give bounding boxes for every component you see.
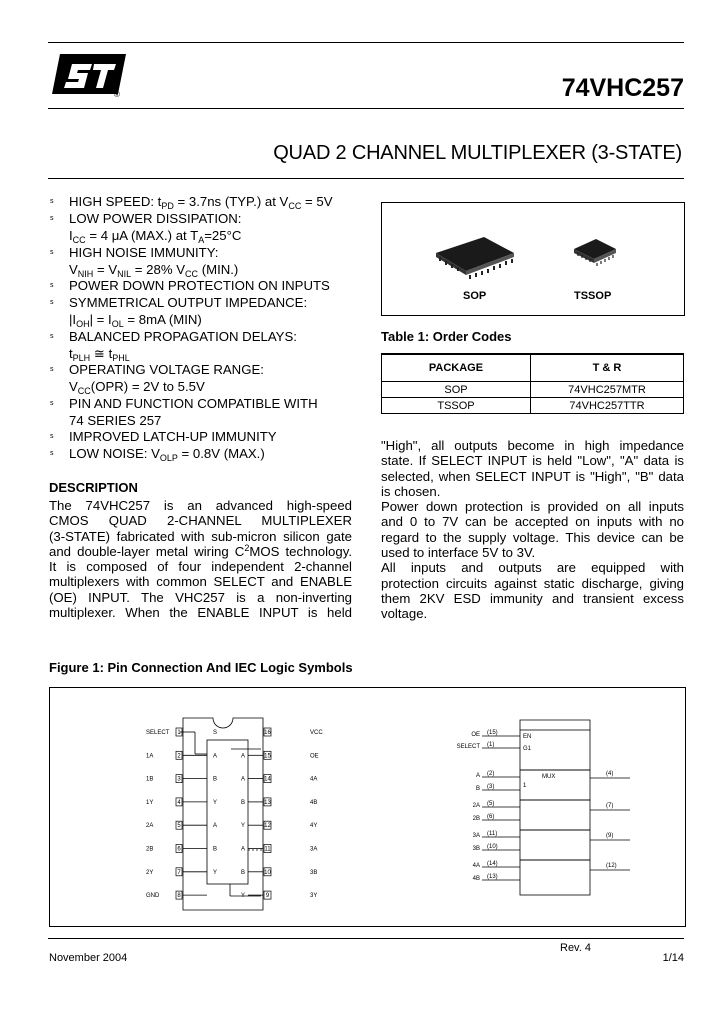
pin-number-right: 15 bbox=[264, 753, 271, 760]
pin-label-right: OE bbox=[310, 753, 319, 760]
iec-input-label: 3B bbox=[472, 846, 480, 852]
pin-label-right: VCC bbox=[310, 730, 323, 736]
description-heading: DESCRIPTION bbox=[49, 480, 138, 495]
table-header-cell: T & R bbox=[531, 354, 684, 382]
table-row bbox=[382, 382, 684, 398]
description-line: "High", all outputs become in high impedance bbox=[381, 438, 684, 453]
pin-label-left: 2Y bbox=[146, 869, 154, 876]
description-line: All inputs and outputs are equipped with bbox=[381, 560, 684, 576]
table-cell: 74VHC257MTR bbox=[531, 382, 684, 398]
figure-box bbox=[49, 687, 686, 927]
iec-input-number: (13) bbox=[487, 874, 498, 880]
iec-box-label: 1 bbox=[523, 783, 527, 789]
pin-label-left: 1B bbox=[146, 776, 154, 783]
description-line: them 2KV ESD immunity and transient excess bbox=[381, 590, 684, 606]
pin-label-left: SELECT bbox=[146, 730, 170, 736]
description-left bbox=[49, 498, 352, 620]
figure-title: Figure 1: Pin Connection And IEC Logic Symbols bbox=[49, 660, 353, 675]
tssop-package-icon bbox=[570, 235, 620, 269]
gate-label-right: B bbox=[240, 869, 245, 876]
iec-input-number: (14) bbox=[487, 861, 498, 867]
order-table-title: Table 1: Order Codes bbox=[381, 329, 512, 344]
pin-label-left: 1Y bbox=[146, 799, 154, 806]
pin-label-left: GND bbox=[146, 893, 160, 900]
sop-label: SOP bbox=[463, 290, 487, 302]
pin-label-right: 3B bbox=[310, 869, 318, 876]
pin-number-right: 12 bbox=[264, 823, 271, 830]
iec-input-number: (11) bbox=[487, 831, 498, 837]
description-line: used to interface 5V to 3V. bbox=[381, 545, 536, 561]
iec-box-label: MUX bbox=[542, 774, 556, 780]
pin-number-right: 13 bbox=[264, 799, 271, 806]
iec-input-label: 4A bbox=[472, 863, 480, 869]
iec-input-number: (15) bbox=[487, 730, 498, 736]
revision: Rev. 4 bbox=[560, 942, 591, 954]
description-line: multiplexers with common SELECT and ENABLE bbox=[49, 574, 352, 590]
pin-label-right: 4Y bbox=[310, 823, 318, 830]
description-line: is chosen. bbox=[381, 483, 441, 499]
pin-number-left: 8 bbox=[177, 893, 181, 900]
description-line: and 0 to 7V can be accepted on inputs with no bbox=[381, 514, 684, 530]
iec-input-label: A bbox=[475, 773, 480, 779]
pin-number-right: 16 bbox=[264, 730, 271, 736]
pin-label-right: 3A bbox=[310, 846, 318, 853]
description-line: (OE) INPUT. The VHC257 is a non-inverting bbox=[49, 589, 352, 605]
pin-number-left: 1 bbox=[177, 730, 181, 736]
iec-output-number: (4) bbox=[606, 771, 614, 777]
header-rule bbox=[48, 108, 684, 109]
pin-number-left: 4 bbox=[177, 799, 181, 806]
iec-input-number: (2) bbox=[487, 771, 495, 777]
registered-mark: ® bbox=[114, 90, 120, 99]
subtitle: QUAD 2 CHANNEL MULTIPLEXER (3-STATE) bbox=[273, 142, 682, 164]
figure-svg bbox=[50, 688, 685, 926]
gate-label-left: Y bbox=[213, 869, 218, 876]
pin-label-right: 4B bbox=[310, 799, 318, 806]
iec-input-number: (10) bbox=[487, 844, 498, 850]
sop-package-icon bbox=[432, 231, 522, 281]
page-number: 1/14 bbox=[662, 952, 684, 964]
pin-number-left: 5 bbox=[177, 823, 181, 830]
description-line: The 74VHC257 is an advanced high-speed bbox=[49, 498, 352, 513]
subtitle-rule bbox=[48, 178, 684, 179]
iec-input-number: (1) bbox=[487, 742, 495, 748]
footer-date: November 2004 bbox=[49, 952, 128, 964]
gate-label-left: A bbox=[213, 823, 218, 830]
description-line: and double-layer metal wiring $C^2MOS$ technology. bbox=[49, 542, 352, 559]
table-header-row bbox=[382, 354, 684, 382]
iec-input-label: 3A bbox=[472, 833, 480, 839]
description-right bbox=[381, 438, 684, 622]
gate-label-right: A bbox=[240, 846, 245, 853]
pin-label-left: 2A bbox=[146, 823, 154, 830]
gate-label-right: Y bbox=[240, 893, 245, 900]
iec-input-number: (5) bbox=[487, 801, 495, 807]
iec-output-number: (12) bbox=[606, 863, 617, 869]
order-codes-table bbox=[381, 353, 684, 414]
gate-label-right: A bbox=[240, 753, 245, 760]
table-cell: SOP bbox=[382, 382, 531, 398]
description-line: multiplexer. When the ENABLE INPUT is held bbox=[49, 605, 352, 621]
iec-output-number: (7) bbox=[606, 803, 614, 809]
iec-input-label: OE bbox=[471, 732, 480, 738]
pin-number-left: 2 bbox=[177, 753, 181, 760]
pin-label-left: 1A bbox=[146, 753, 154, 760]
iec-box-label: G1 bbox=[523, 746, 532, 752]
pin-label-right: 4A bbox=[310, 776, 318, 783]
part-number: 74VHC257 bbox=[561, 74, 684, 102]
iec-input-label: B bbox=[475, 786, 480, 792]
description-line: (3-STATE) fabricated with sub-micron silicon gate bbox=[49, 528, 352, 544]
gate-label-right: Y bbox=[240, 823, 245, 830]
gate-label-left: B bbox=[213, 846, 218, 853]
pin-label-left: 2B bbox=[146, 846, 154, 853]
pin-label-right: 3Y bbox=[310, 893, 318, 900]
pin-number-left: 6 bbox=[177, 846, 181, 853]
description-line: voltage. bbox=[381, 606, 428, 622]
iec-input-number: (3) bbox=[487, 784, 495, 790]
pin-number-left: 7 bbox=[177, 869, 181, 876]
description-line: selected, when SELECT INPUT is "High", "B" data bbox=[381, 468, 684, 484]
top-rule bbox=[48, 42, 684, 43]
table-cell: TSSOP bbox=[382, 398, 531, 414]
pin-number-right: 11 bbox=[264, 846, 271, 853]
tssop-label: TSSOP bbox=[574, 290, 612, 302]
iec-input-label: 2B bbox=[472, 816, 480, 822]
iec-input-label: SELECT bbox=[456, 744, 480, 750]
table-row bbox=[382, 398, 684, 414]
table-cell: 74VHC257TTR bbox=[531, 398, 684, 414]
package-image-box bbox=[381, 202, 685, 316]
gate-label-left: Y bbox=[213, 799, 218, 806]
gate-label-left: A bbox=[213, 753, 218, 760]
pin-number-right: 9 bbox=[265, 893, 270, 900]
st-logo bbox=[48, 50, 128, 100]
gate-label-right: A bbox=[240, 776, 245, 783]
table-header-cell: PACKAGE bbox=[382, 354, 531, 382]
description-line: CMOS QUAD 2-CHANNEL MULTIPLEXER bbox=[49, 513, 352, 529]
footer-rule bbox=[48, 938, 684, 939]
iec-box-label: EN bbox=[523, 734, 532, 740]
gate-label-left: B bbox=[213, 776, 218, 783]
description-line: protection circuits against static discharge, giving bbox=[381, 575, 684, 591]
description-line: regard to the supply voltage. This device can be bbox=[381, 529, 684, 545]
description-line: Power down protection is provided on all inputs bbox=[381, 499, 684, 515]
iec-input-number: (6) bbox=[487, 814, 495, 820]
description-line: It is composed of four independent 2-channel bbox=[49, 559, 352, 575]
gate-label-right: B bbox=[240, 799, 245, 806]
iec-input-label: 2A bbox=[472, 803, 480, 809]
iec-output-number: (9) bbox=[606, 833, 614, 839]
gate-label-left: S bbox=[213, 730, 218, 736]
pin-number-right: 10 bbox=[264, 869, 271, 876]
pin-number-left: 3 bbox=[177, 776, 181, 783]
description-line: state. If SELECT INPUT is held "Low", "A" data is bbox=[381, 453, 684, 469]
pin-number-right: 14 bbox=[264, 776, 271, 783]
iec-input-label: 4B bbox=[472, 876, 480, 882]
